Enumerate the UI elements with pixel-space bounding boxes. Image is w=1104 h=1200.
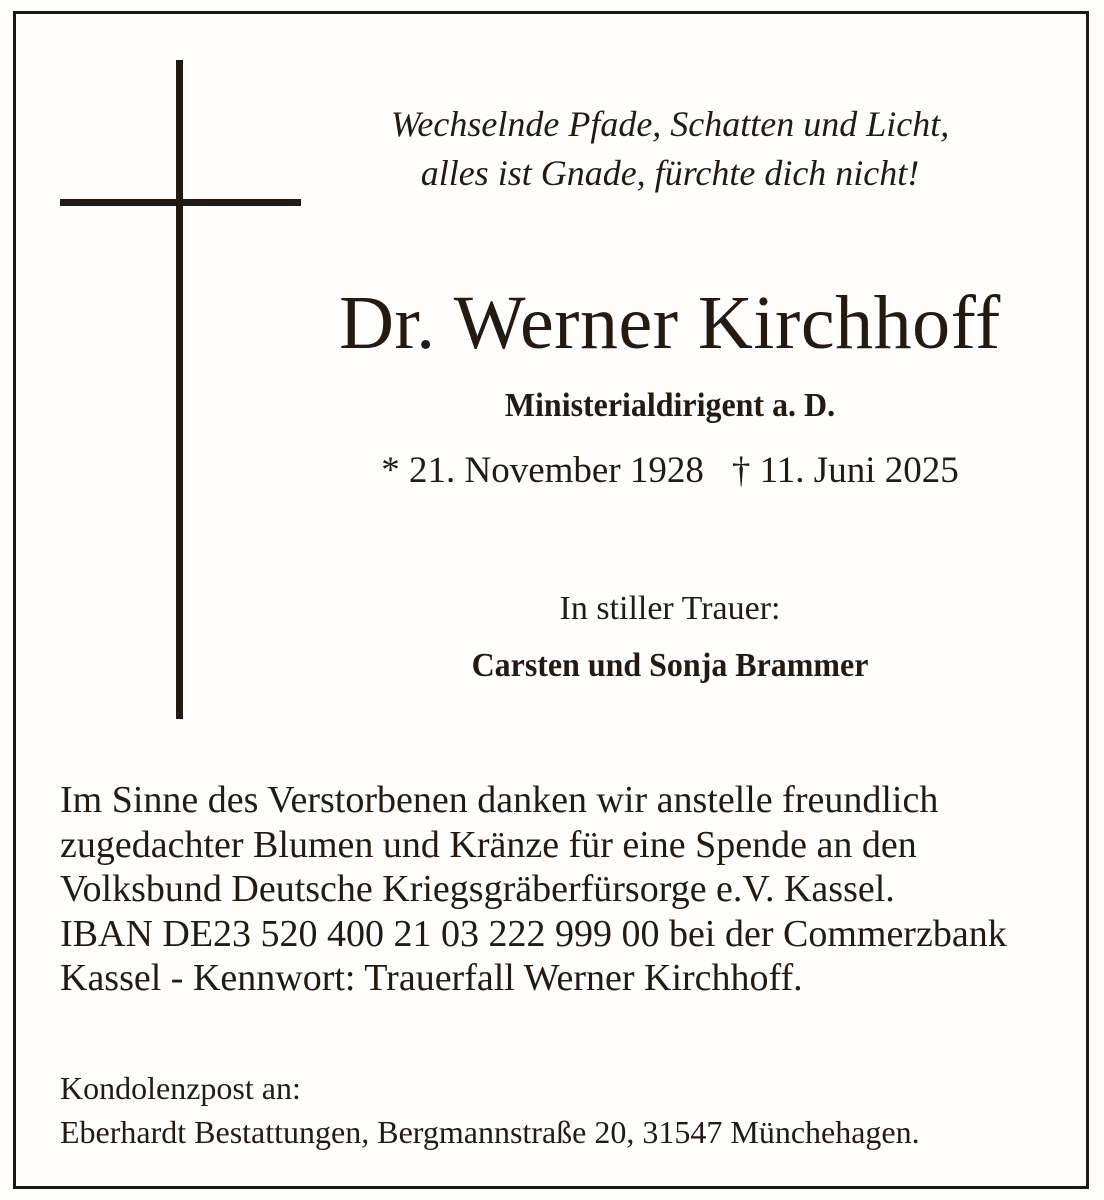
donation-line: IBAN DE23 520 400 21 03 222 999 00 bei der Commerzbank xyxy=(60,912,1007,955)
cross-horizontal-bar xyxy=(60,199,301,206)
deceased-title: Ministerialdirigent a. D. xyxy=(504,387,836,424)
motto-line: alles ist Gnade, fürchte dich nicht! xyxy=(420,153,920,193)
donation-line: Volksbund Deutsche Kriegsgräberfürsorge e.V. Kassel. xyxy=(60,868,895,910)
motto-line: Wechselnde Pfade, Schatten und Licht, xyxy=(390,104,950,144)
cross-vertical-bar xyxy=(176,60,183,719)
mourning-label: In stiller Trauer: xyxy=(559,590,781,627)
condolence-address xyxy=(60,1066,1080,1154)
deceased-name: Dr. Werner Kirchhoff xyxy=(339,281,1001,365)
life-dates xyxy=(300,447,1040,495)
donation-line: Kassel - Kennwort: Trauerfall Werner Kirchhoff. xyxy=(60,957,803,999)
birth-date: * 21. November 1928 xyxy=(381,450,704,491)
condolence-label: Kondolenzpost an: xyxy=(60,1070,301,1106)
donation-line: zugedachter Blumen und Kränze für eine Spende an den xyxy=(60,823,917,866)
donation-paragraph xyxy=(60,778,1080,1001)
death-date: † 11. Juni 2025 xyxy=(731,450,959,491)
mourners-names: Carsten und Sonja Brammer xyxy=(471,647,869,684)
motto xyxy=(300,100,1040,198)
donation-line: Im Sinne des Verstorbenen danken wir anstelle freundlich xyxy=(60,779,939,821)
condolence-address-line: Eberhardt Bestattungen, Bergmannstraße 20, 31547 Münchehagen. xyxy=(60,1114,920,1150)
